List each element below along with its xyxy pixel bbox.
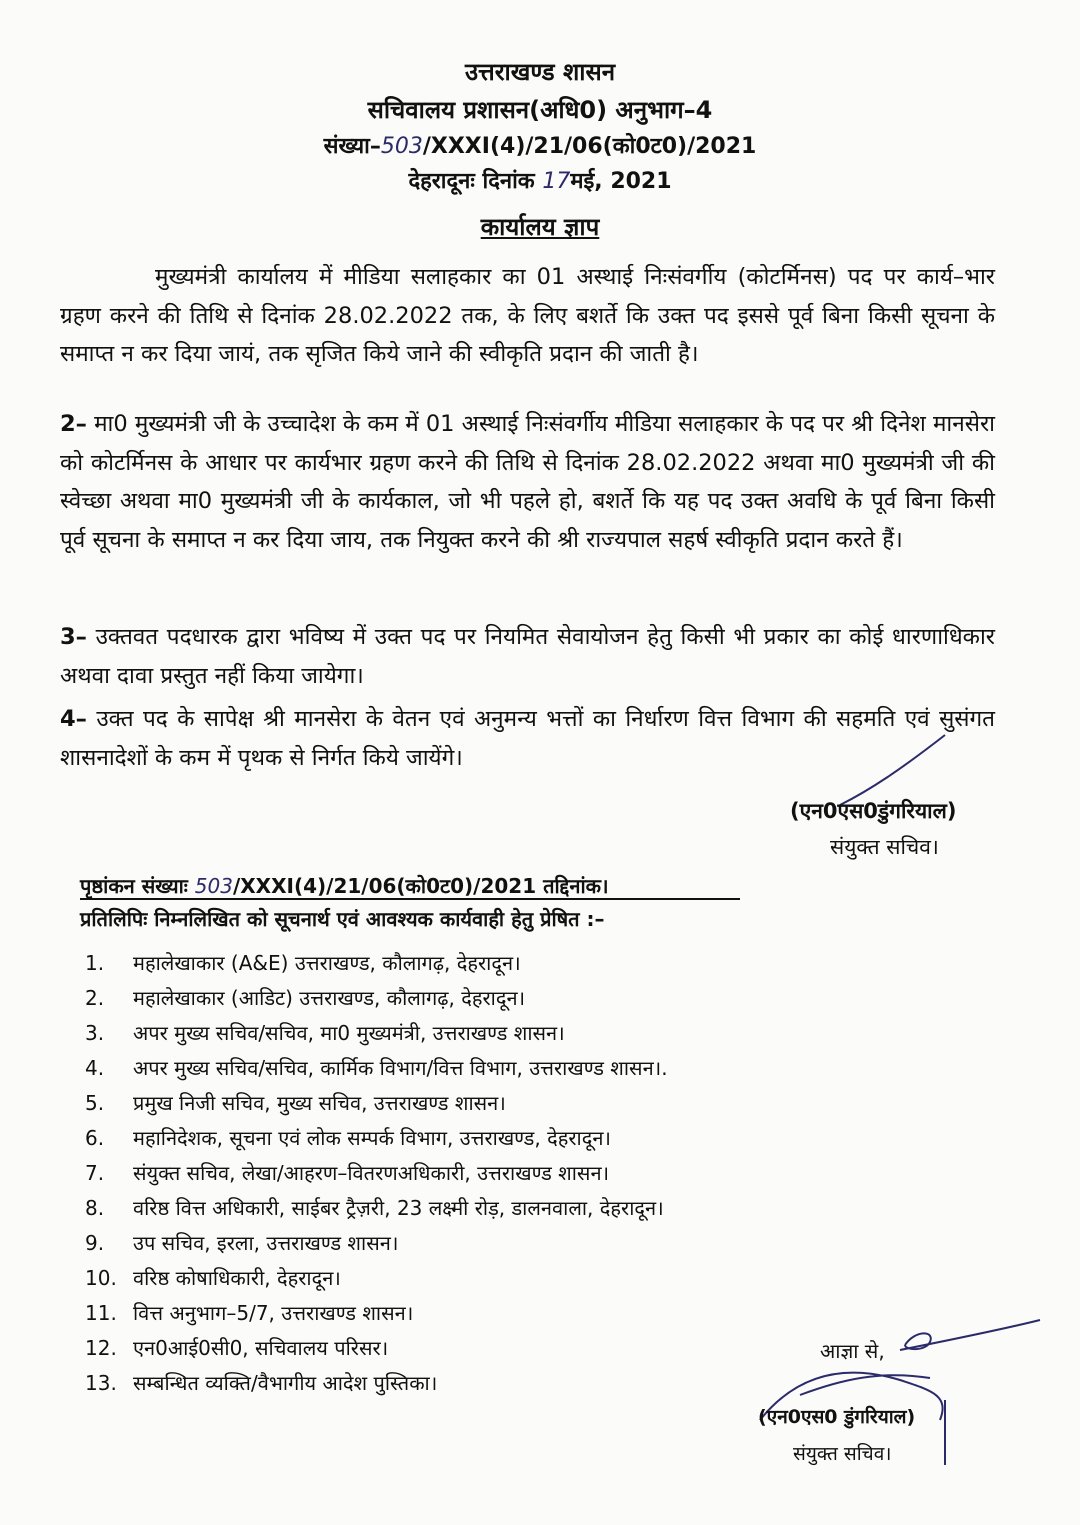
list-item-text: वरिष्ठ वित्त अधिकारी, साईबर ट्रैज़री, 23 लक्ष्मी रोड़, डालनवाला, देहरादून। [133, 1196, 664, 1220]
list-item-text: महानिदेशक, सूचना एवं लोक सम्पर्क विभाग, उत्तराखण्ड, देहरादून। [133, 1126, 611, 1150]
list-item-number: 3. [85, 1020, 105, 1045]
list-item [85, 1365, 985, 1400]
list-item-text: महालेखाकार (आडिट) उत्तराखण्ड, कौलागढ़, देहरादून। [133, 986, 526, 1010]
document-title: कार्यालय ज्ञाप [480, 213, 600, 241]
list-item-number: 8. [85, 1195, 105, 1220]
list-item [85, 1050, 985, 1085]
ref-number-handwritten: 503 [380, 134, 423, 159]
ref-prefix: संख्या– [323, 134, 381, 159]
by-order-text: आज्ञा से, [820, 1339, 885, 1363]
distribution-list [85, 945, 985, 1400]
signatory-1-name: (एन0एस0डुंगरियाल) [790, 799, 957, 823]
list-item [85, 1085, 985, 1120]
copy-to-line: प्रतिलिपिः निम्नलिखित को सूचनार्थ एवं आवश्यक कार्यवाही हेतु प्रेषित :– [80, 907, 605, 931]
list-item-number: 10. [85, 1265, 117, 1290]
signatory-2-name: (एन0एस0 डुंगरियाल) [758, 1406, 916, 1428]
list-item-text: अपर मुख्य सचिव/सचिव, कार्मिक विभाग/वित्त विभाग, उत्तराखण्ड शासन।. [133, 1056, 668, 1080]
list-item [85, 1190, 985, 1225]
list-item-number: 6. [85, 1125, 105, 1150]
list-item [85, 1225, 985, 1260]
list-item-text: महालेखाकार (A&E) उत्तराखण्ड, कौलागढ़, देहरादून। [133, 951, 521, 975]
list-item-number: 5. [85, 1090, 105, 1115]
endorsement-number [80, 872, 609, 899]
endorsement-underline [80, 898, 740, 900]
list-item [85, 980, 985, 1015]
list-item-text: प्रमुख निजी सचिव, मुख्य सचिव, उत्तराखण्ड शासन। [133, 1091, 506, 1115]
place-date-prefix: देहरादूनः दिनांक [408, 169, 543, 194]
paragraph-3-text: उक्तवत पदधारक द्वारा भविष्य में उक्त पद पर नियमित सेवायोजन हेतु किसी भी प्रकार का कोई धारणाधिकार अथवा दावा प्रस्तुत नहीं किया जायेगा। [60, 624, 995, 689]
list-item [85, 1295, 985, 1330]
list-item [85, 945, 985, 980]
list-item-number: 12. [85, 1335, 117, 1360]
list-item-number: 1. [85, 950, 105, 975]
paragraph-4-text: उक्त पद के सापेक्ष श्री मानसेरा के वेतन एवं अनुमन्य भत्तों का निर्धारण वित्त विभाग की सहमति एवं सुसंगत शासनादेशों के कम में पृथक से निर्गत किये जायेंगे। [60, 706, 996, 771]
paragraph-3-number: 3– [60, 624, 87, 650]
list-item-number: 9. [85, 1230, 105, 1255]
date-day-handwritten: 17 [542, 169, 571, 194]
list-item-text: अपर मुख्य सचिव/सचिव, मा0 मुख्यमंत्री, उत्तराखण्ड शासन। [133, 1021, 565, 1045]
list-item-text: वित्त अनुभाग–5/7, उत्तराखण्ड शासन। [133, 1301, 414, 1325]
department-name: सचिवालय प्रशासन(अधि0) अनुभाग–4 [367, 96, 713, 124]
paragraph-4-number: 4– [60, 706, 87, 732]
list-item-number: 2. [85, 985, 105, 1010]
list-item-text: संयुक्त सचिव, लेखा/आहरण–वितरणअधिकारी, उत्तराखण्ड शासन। [133, 1161, 610, 1185]
signatory-2-designation: संयुक्त सचिव। [793, 1443, 892, 1465]
government-name: उत्तराखण्ड शासन [464, 58, 616, 86]
endorsement-suffix: /XXXI(4)/21/06(को0ट0)/2021 तद्दिनांक। [232, 874, 609, 898]
endorsement-prefix: पृष्ठांकन संख्याः [80, 874, 195, 898]
signatory-1-designation: संयुक्त सचिव। [830, 835, 939, 859]
list-item [85, 1155, 985, 1190]
endorsement-number-handwritten: 503 [194, 874, 233, 898]
place-date-suffix: मई, 2021 [570, 169, 672, 194]
paragraph-1: मुख्यमंत्री कार्यालय में मीडिया सलाहकार का 01 अस्थाई निःसंवर्गीय (कोटर्मिनस) पद पर कार्य–भार ग्रहण करने की तिथि से दिनांक 28.02.2022 तक, के लिए बशर्ते कि उक्त पद इससे पूर्व बिना किसी सूचना के समाप्त न कर दिया जायं, तक सृजित किये जाने की स्वीकृति प्रदान की जाती है। [60, 264, 995, 367]
ref-suffix: /XXXI(4)/21/06(को0ट0)/2021 [422, 134, 757, 159]
list-item-text: सम्बन्धित व्यक्ति/वैभागीय आदेश पुस्तिका। [133, 1371, 438, 1395]
list-item-number: 7. [85, 1160, 105, 1185]
list-item-text: एन0आई0सी0, सचिवालय परिसर। [133, 1336, 389, 1360]
list-item-number: 13. [85, 1370, 117, 1395]
list-item-text: उप सचिव, इरला, उत्तराखण्ड शासन। [133, 1231, 399, 1255]
list-item [85, 1120, 985, 1155]
paragraph-2-number: 2– [60, 411, 87, 437]
list-item [85, 1015, 985, 1050]
list-item-number: 4. [85, 1055, 105, 1080]
list-item-text: वरिष्ठ कोषाधिकारी, देहरादून। [133, 1266, 341, 1290]
paragraph-2-text: मा0 मुख्यमंत्री जी के उच्चादेश के कम में 01 अस्थाई निःसंवर्गीय मीडिया सलाहकार के पद पर श्री दिनेश मानसेरा को कोटर्मिनस के आधार पर कार्यभार ग्रहण करने की तिथि से दिनांक 28.02.2022 अथवा मा0 मुख्यमंत्री जी की स्वेच्छा अथवा मा0 मुख्यमंत्री जी के कार्यकाल, जो भी पहले हो, बशर्ते कि यह पद उक्त अवधि के पूर्व बिना किसी पूर्व सूचना के समाप्त न कर दिया जाय, तक नियुक्त करने की श्री राज्यपाल सहर्ष स्वीकृति प्रदान करते हैं। [60, 411, 995, 553]
list-item [85, 1260, 985, 1295]
list-item-number: 11. [85, 1300, 117, 1325]
signature-1-stroke [840, 735, 945, 805]
